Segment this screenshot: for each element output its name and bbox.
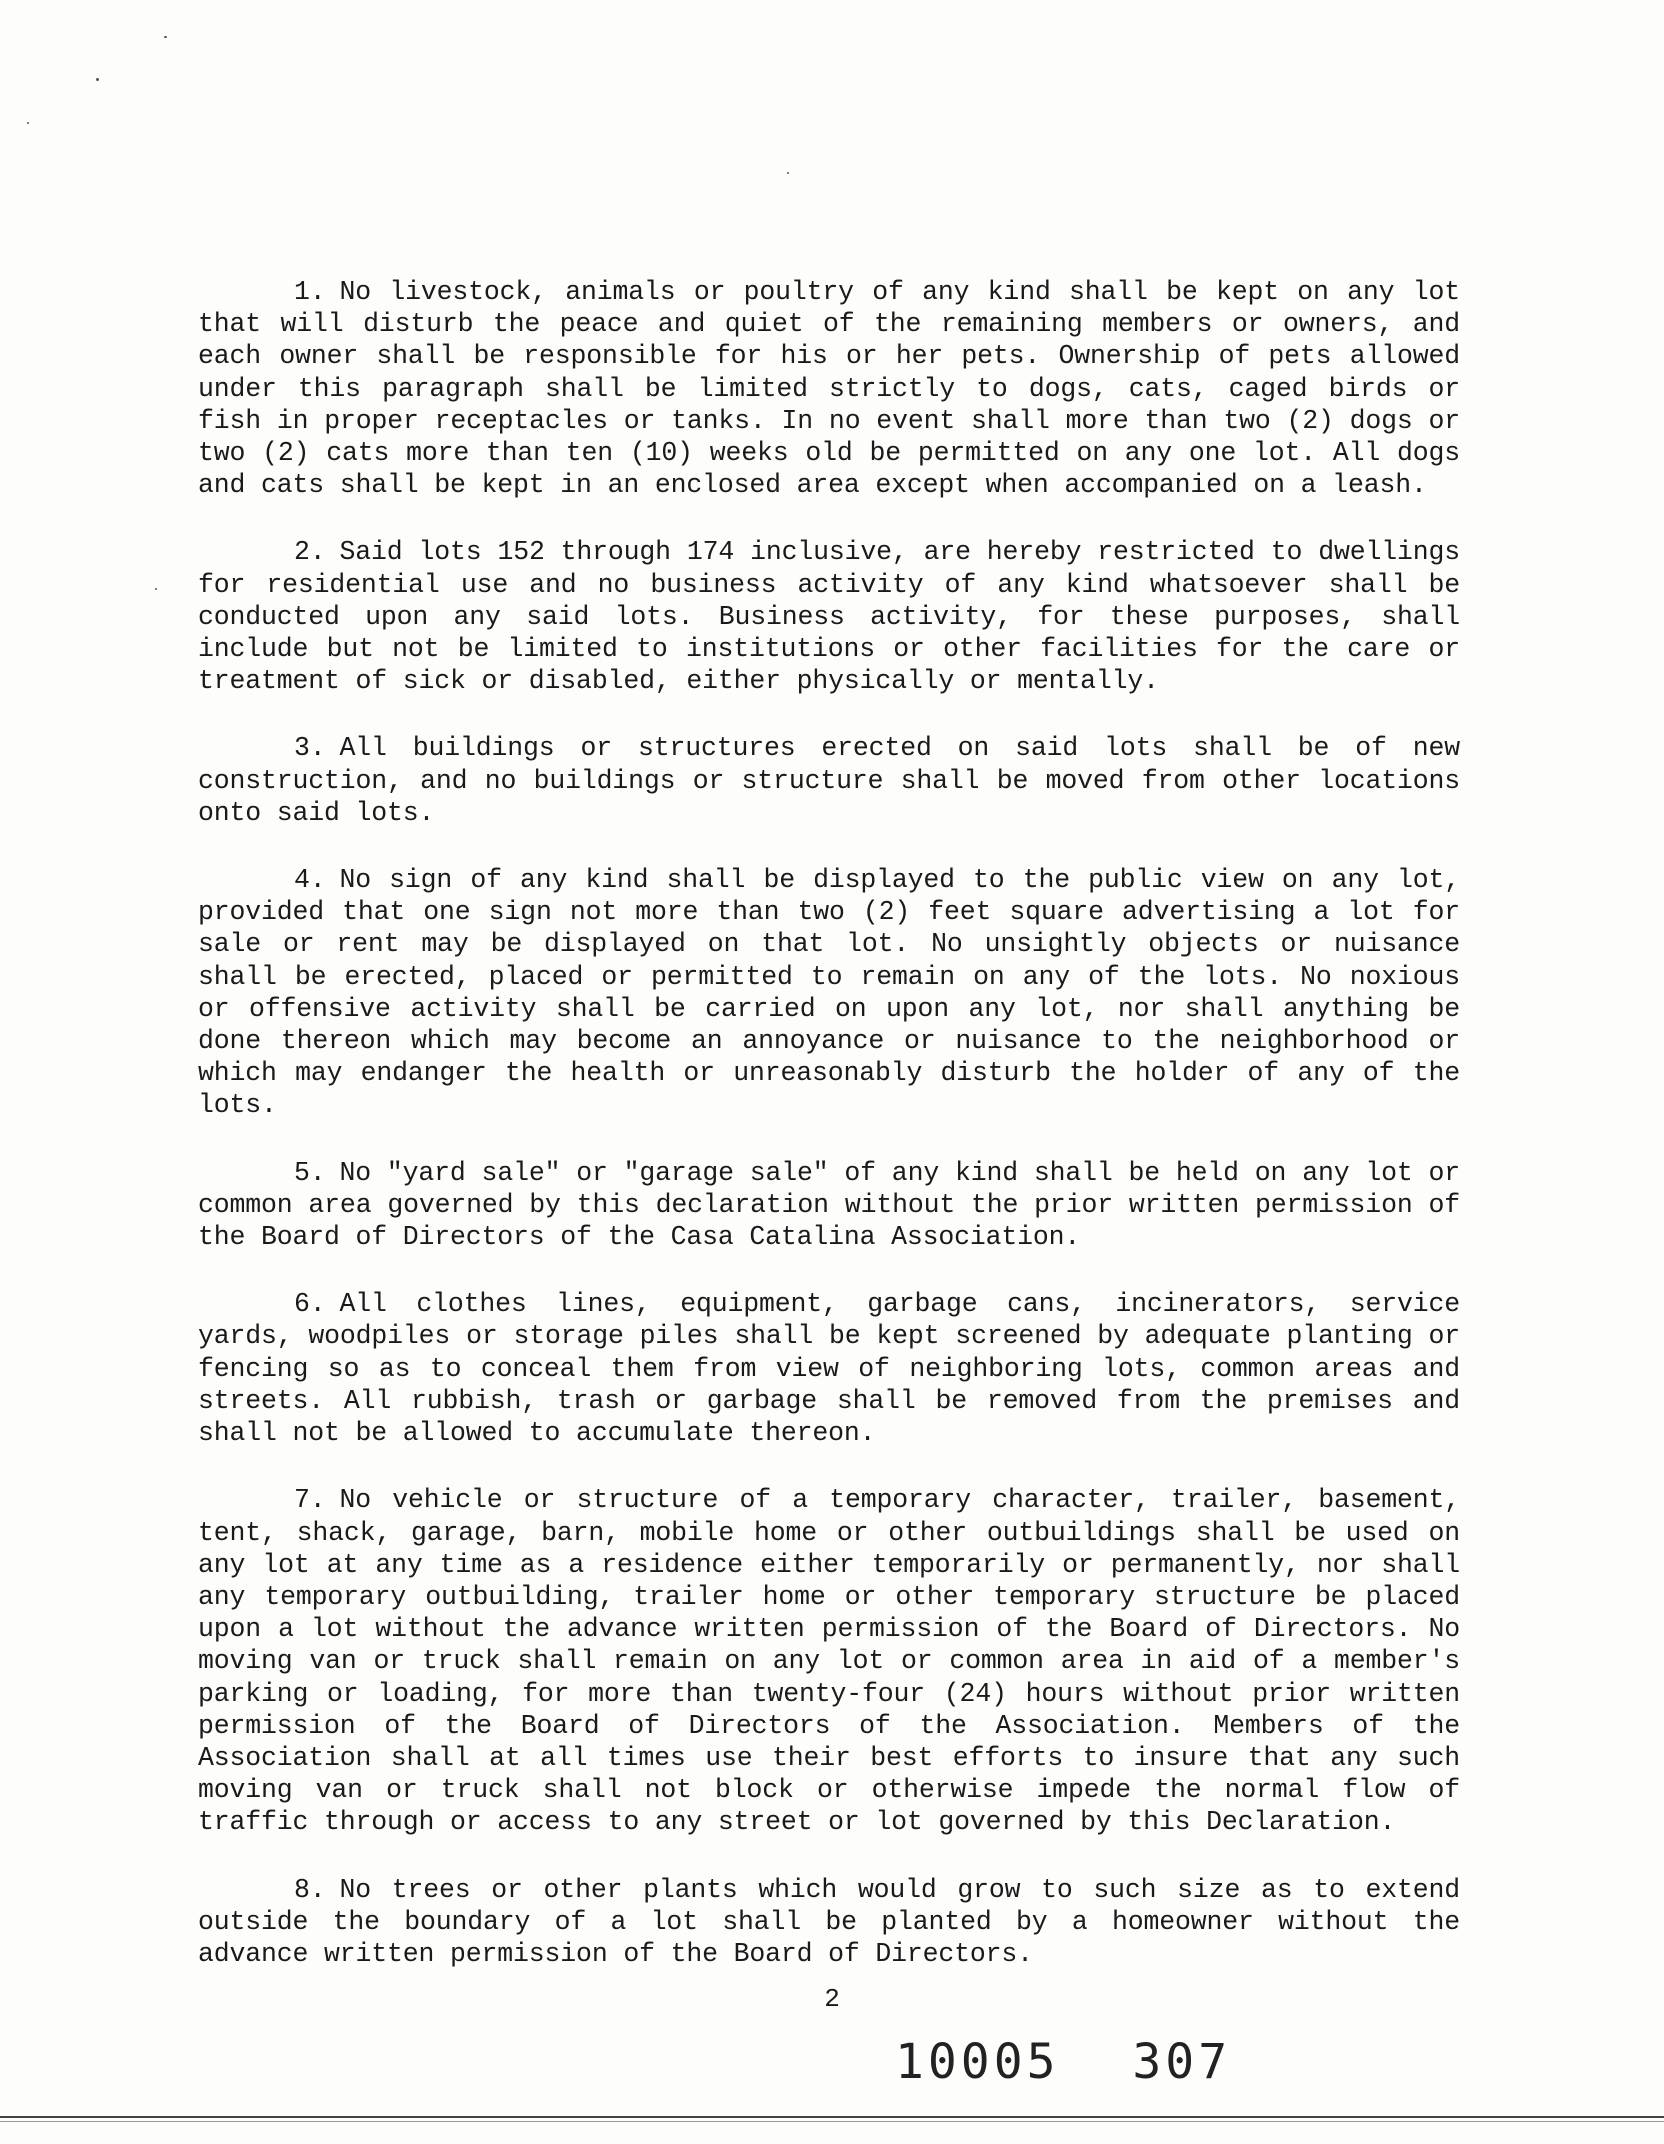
paragraph-text: No sign of any kind shall be displayed to the public view on any lot, provided that one sign not more than two (2) feet square advertising a lot for sale or rent may be displayed on that lot. No unsightly objects or nuisance shall be erected, placed or permitted to remain on any of the lots. No noxious or offensive activity shall be carried on upon any lot, nor shall anything be done thereon which may become an annoyance or nuisance to the neighborhood or which may endanger the health or unreasonably disturb the holder of any of the lots. [198,865,1460,1121]
scan-speck [27,122,29,124]
recording-book-page-stamp: 10005 307 [895,2034,1232,2090]
scan-speck [96,78,99,81]
restriction-paragraph-2 [198,536,1460,697]
paragraph-text: All buildings or structures erected on said lots shall be of new construction, and no buildings or structure shall be moved from other locations onto said lots. [198,733,1460,828]
paragraph-number: 8. [294,1874,326,1905]
paragraph-number: 3. [294,733,326,764]
restriction-paragraph-1 [198,276,1460,501]
restriction-paragraph-5 [198,1157,1460,1254]
page-number: 2 [824,1984,840,2014]
restrictions-list [198,276,1460,2005]
bottom-rule-secondary [0,2121,1664,2122]
paragraph-text: No "yard sale" or "garage sale" of any kind shall be held on any lot or common area governed by this declaration without the prior written permission of the Board of Directors of the Casa Catalina Association. [198,1157,1460,1253]
paragraph-text: No trees or other plants which would grow to such size as to extend outside the boundary of a lot shall be planted by a homeowner without the advance written permission of the Board of Directors. [198,1874,1460,1969]
restriction-paragraph-8 [198,1874,1460,1971]
paragraph-text: No livestock, animals or poultry of any kind shall be kept on any lot that will disturb the peace and quiet of the remaining members or owners, and each owner shall be responsible for his or her pets. Ownership of pets allowed under this paragraph shall be limited strictly to dogs, cats, caged birds or fish in proper receptacles or tanks. In no event shall more than two (2) dogs or two (2) cats more than ten (10) weeks old be permitted on any one lot. All dogs and cats shall be kept in an enclosed area except when accompanied on a leash. [198,277,1460,501]
restriction-paragraph-7 [198,1484,1460,1838]
paragraph-number: 6. [294,1289,326,1320]
paragraph-number: 2. [294,537,326,568]
scan-speck [164,36,167,38]
scan-speck [787,172,789,174]
paragraph-text: Said lots 152 through 174 inclusive, are hereby restricted to dwellings for residential use and no business activity of any kind whatsoever shall be conducted upon any said lots. Business activity, for these purposes, shall include but not be limited to institutions or other facilities for the care or treatment of sick or disabled, either physically or mentally. [198,537,1460,697]
scan-speck [155,588,157,590]
restriction-paragraph-3 [198,732,1460,829]
paragraph-number: 7. [294,1485,326,1516]
bottom-rule [0,2116,1664,2118]
paragraph-text: No vehicle or structure of a temporary character, trailer, basement, tent, shack, garage, barn, mobile home or other outbuildings shall be used on any lot at any time as a residence either temporarily or permanently, nor shall any temporary outbuilding, trailer home or other temporary structure be placed upon a lot without the advance written permission of the Board of Directors. No moving van or truck shall remain on any lot or common area in aid of a member's parking or loading, for more than twenty-four (24) hours without prior written permission of the Board of Directors of the Association. Members of the Association shall at all times use their best efforts to insure that any such moving van or truck shall not block or otherwise impede the normal flow of traffic through or access to any street or lot governed by this Declaration. [198,1485,1460,1838]
restriction-paragraph-6 [198,1288,1460,1449]
paragraph-number: 1. [294,277,326,307]
restriction-paragraph-4 [198,864,1460,1122]
paragraph-number: 4. [294,865,326,896]
paragraph-number: 5. [294,1157,326,1188]
paragraph-text: All clothes lines, equipment, garbage cans, incinerators, service yards, woodpiles or storage piles shall be kept screened by adequate planting or fencing so as to conceal them from view of neighboring lots, common areas and streets. All rubbish, trash or garbage shall be removed from the premises and shall not be allowed to accumulate thereon. [198,1289,1460,1449]
